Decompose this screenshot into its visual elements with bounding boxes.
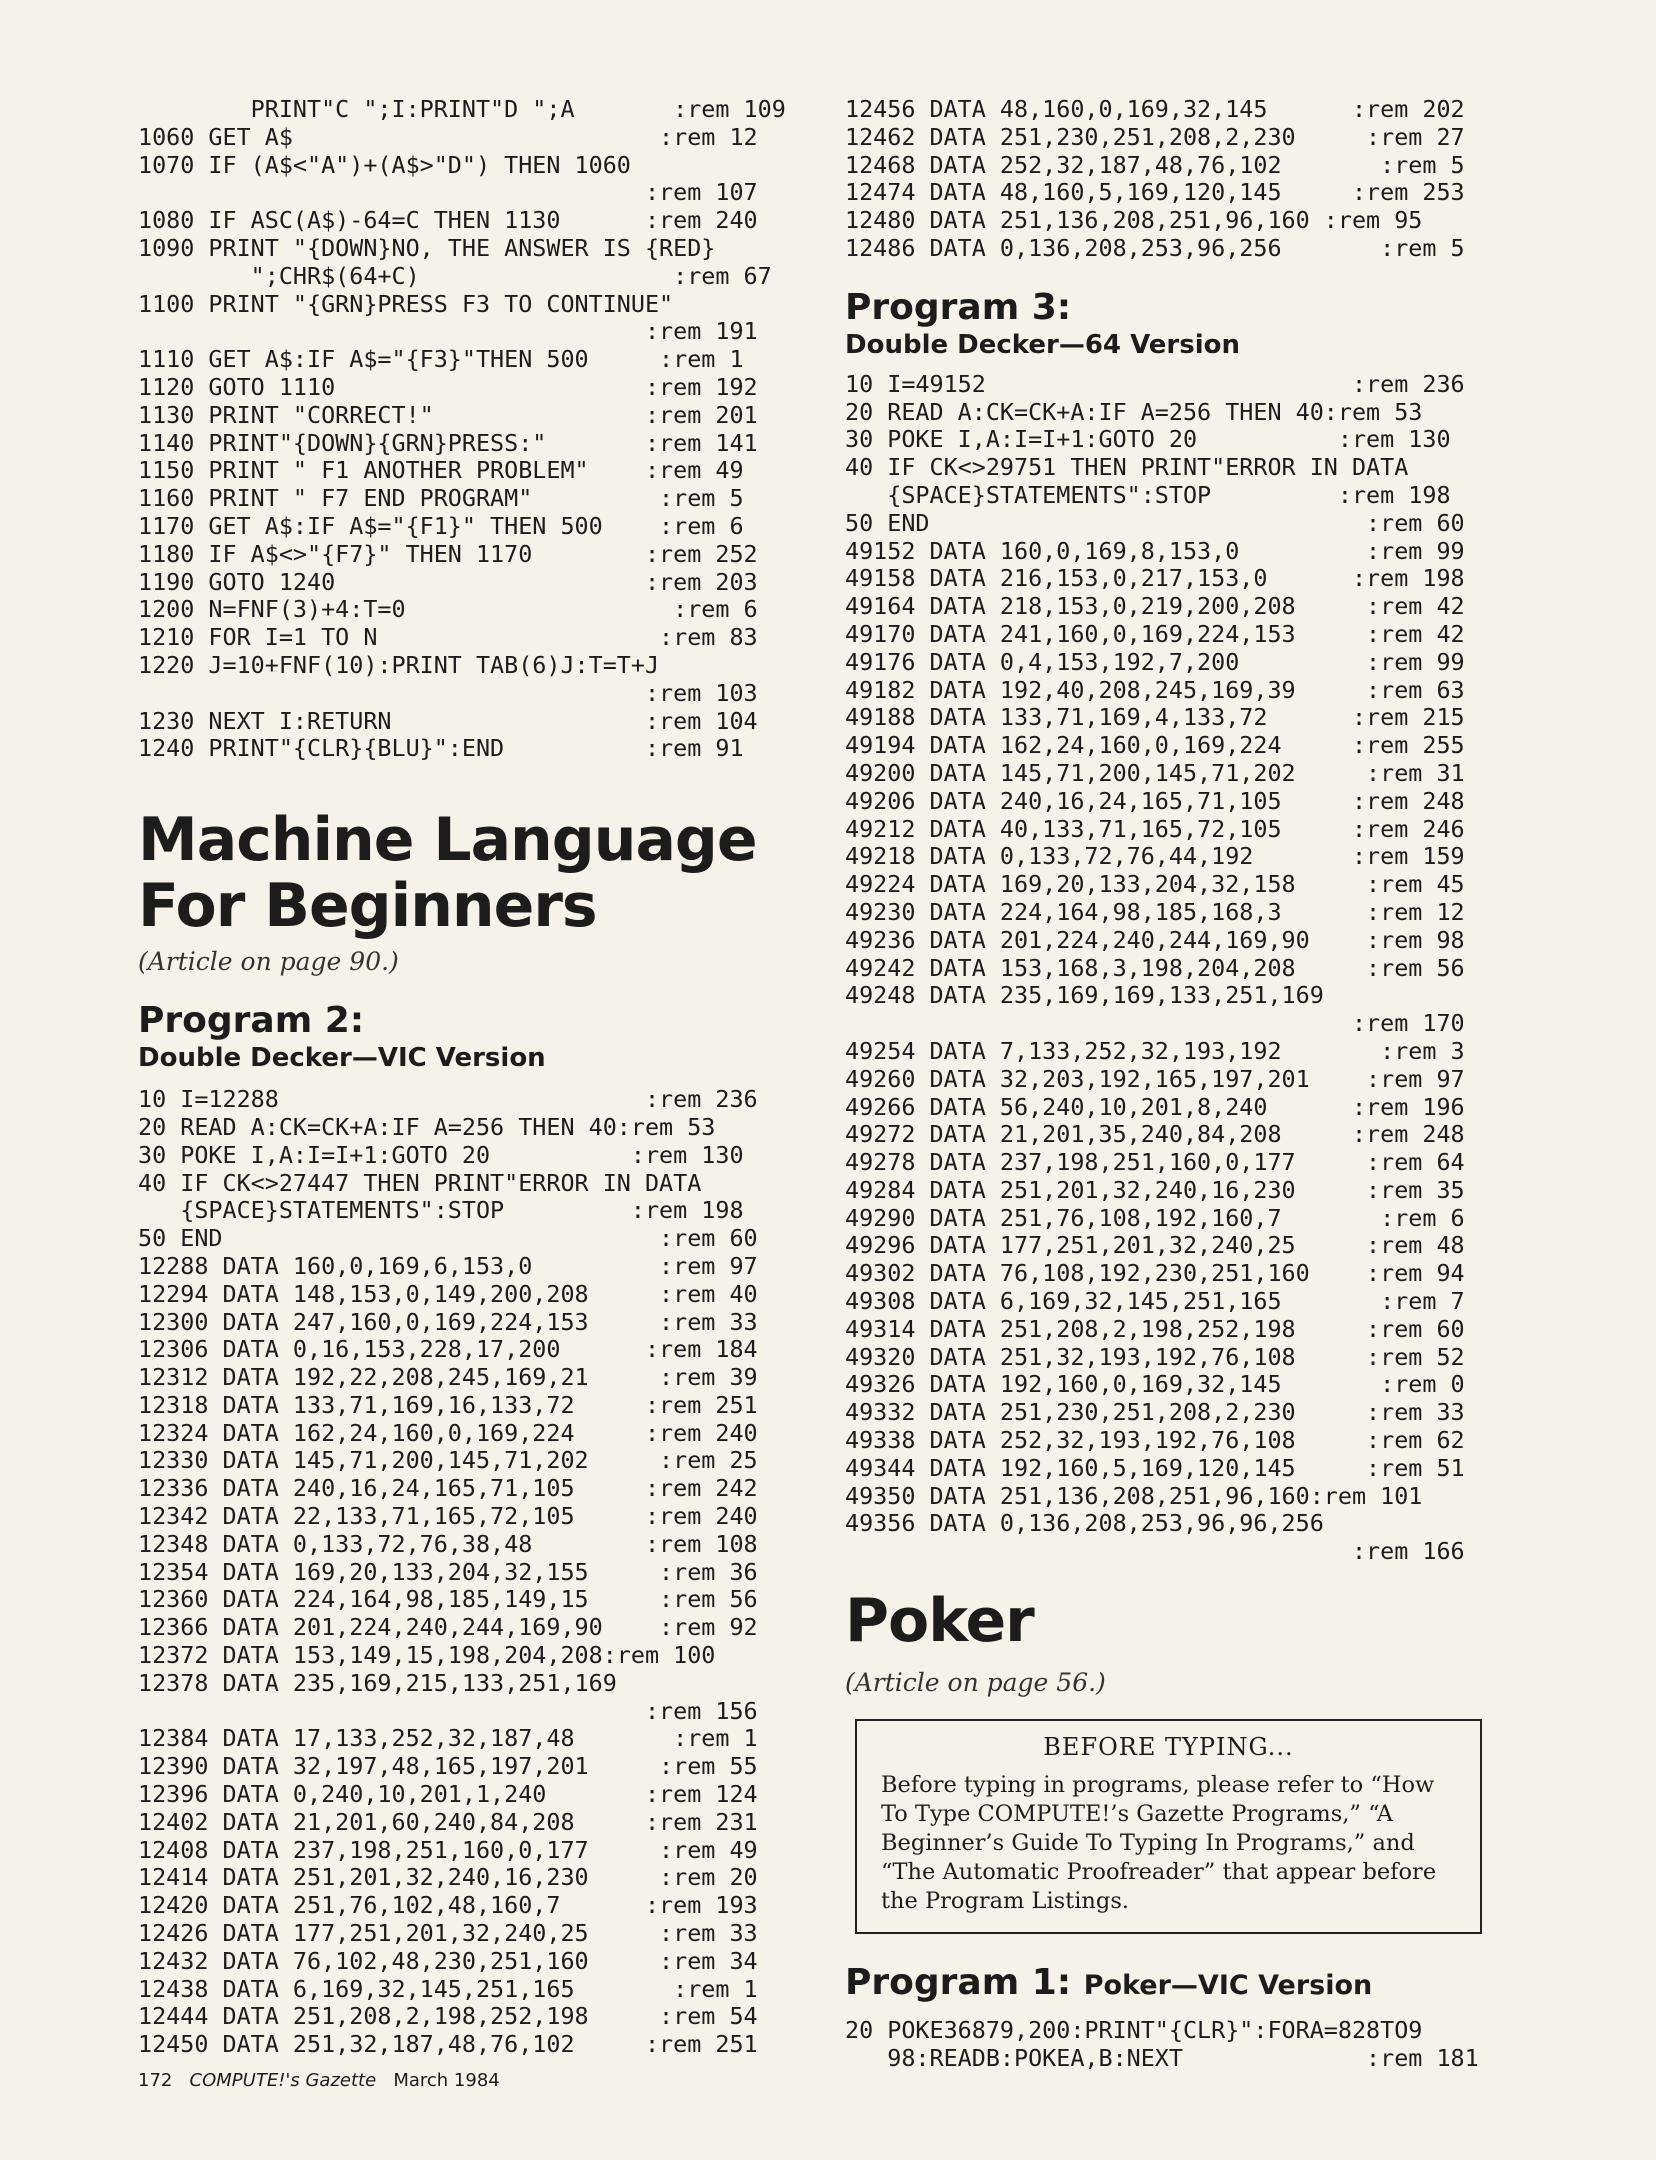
- article-title-line-1: Machine Language: [138, 805, 757, 876]
- code-line: :rem 166: [845, 1537, 1465, 1566]
- code-line: 1220 J=10+FNF(10):PRINT TAB(6)J:T=T+J: [138, 650, 660, 679]
- code-line: 1180 IF A$<>"{F7}" THEN 1170 :rem 252: [138, 539, 758, 568]
- page-footer: [138, 2070, 500, 2091]
- code-line: 12450 DATA 251,32,187,48,76,102 :rem 251: [138, 2030, 758, 2059]
- box-body: Before typing in programs, please refer to “How To Type COMPUTE!’s Gazette Programs,” “A Beginner’s Guide To Typing In Programs,” and “The Automatic Proofreader” that appear before the Program Listings.: [881, 1772, 1437, 1915]
- code-line: :rem 191: [138, 317, 758, 346]
- code-line: 12372 DATA 153,149,15,198,204,208:rem 100: [138, 1641, 716, 1670]
- code-line: 49254 DATA 7,133,252,32,193,192 :rem 3: [845, 1036, 1465, 1065]
- code-line: 49332 DATA 251,230,251,208,2,230 :rem 33: [845, 1398, 1465, 1427]
- code-line: 49194 DATA 162,24,160,0,169,224 :rem 255: [845, 731, 1465, 760]
- code-line: 49230 DATA 224,164,98,185,168,3 :rem 12: [845, 897, 1465, 926]
- code-listing-top-left: [138, 96, 818, 763]
- code-line: 49314 DATA 251,208,2,198,252,198 :rem 60: [845, 1314, 1465, 1343]
- code-line: 1160 PRINT " F7 END PROGRAM" :rem 5: [138, 484, 744, 513]
- article-title: [138, 805, 818, 942]
- code-listing-top-right: [845, 96, 1530, 263]
- code-line: :rem 103: [138, 678, 758, 707]
- code-line: 1200 N=FNF(3)+4:T=0 :rem 6: [138, 595, 758, 624]
- program-3-title: Program 3:: [845, 286, 1072, 328]
- code-line: 1120 GOTO 1110 :rem 192: [138, 372, 758, 401]
- code-line: 1210 FOR I=1 TO N :rem 83: [138, 623, 758, 652]
- code-line: 49320 DATA 251,32,193,192,76,108 :rem 52: [845, 1342, 1465, 1371]
- code-line: 49326 DATA 192,160,0,169,32,145 :rem 0: [845, 1370, 1465, 1399]
- code-line: 12324 DATA 162,24,160,0,169,224 :rem 240: [138, 1418, 758, 1447]
- code-line: 49248 DATA 235,169,169,133,251,169: [845, 981, 1324, 1010]
- page-number: 172: [138, 2070, 173, 2091]
- code-line: 49176 DATA 0,4,153,192,7,200 :rem 99: [845, 647, 1465, 676]
- code-line: 1060 GET A$ :rem 12: [138, 122, 758, 151]
- left-column: [138, 96, 818, 2059]
- code-line: 12288 DATA 160,0,169,6,153,0 :rem 97: [138, 1251, 758, 1280]
- code-line: 50 END :rem 60: [138, 1224, 758, 1253]
- code-listing-program-1: [845, 2017, 1530, 2073]
- code-line: :rem 156: [138, 1696, 758, 1725]
- code-line: 12318 DATA 133,71,169,16,133,72 :rem 251: [138, 1390, 758, 1419]
- code-line: 50 END :rem 60: [845, 508, 1465, 537]
- code-line: 49200 DATA 145,71,200,145,71,202 :rem 31: [845, 758, 1465, 787]
- code-line: 12474 DATA 48,160,5,169,120,145 :rem 253: [845, 178, 1465, 207]
- code-line: 20 POKE36879,200:PRINT"{CLR}":FORA=828TO9: [845, 2016, 1423, 2045]
- code-line: 49272 DATA 21,201,35,240,84,208 :rem 248: [845, 1120, 1465, 1149]
- code-line: 49338 DATA 252,32,193,192,76,108 :rem 62: [845, 1426, 1465, 1455]
- code-line: 49224 DATA 169,20,133,204,32,158 :rem 45: [845, 870, 1465, 899]
- code-line: 12378 DATA 235,169,215,133,251,169: [138, 1668, 617, 1697]
- right-column: [845, 96, 1530, 2073]
- code-line: 12402 DATA 21,201,60,240,84,208 :rem 231: [138, 1807, 758, 1836]
- code-line: 49170 DATA 241,160,0,169,224,153 :rem 42: [845, 619, 1465, 648]
- code-line: 1240 PRINT"{CLR}{BLU}":END :rem 91: [138, 734, 744, 763]
- code-line: 1100 PRINT "{GRN}PRESS F3 TO CONTINUE": [138, 289, 674, 318]
- code-line: 12342 DATA 22,133,71,165,72,105 :rem 240: [138, 1502, 758, 1531]
- code-line: {SPACE}STATEMENTS":STOP :rem 198: [845, 480, 1451, 509]
- program-2-title: Program 2:: [138, 1000, 365, 1042]
- code-line: 1130 PRINT "CORRECT!" :rem 201: [138, 400, 758, 429]
- code-line: 12486 DATA 0,136,208,253,96,256 :rem 5: [845, 233, 1465, 262]
- code-line: 40 IF CK<>29751 THEN PRINT"ERROR IN DATA: [845, 453, 1409, 482]
- code-line: PRINT"C ";I:PRINT"D ";A :rem 109: [138, 95, 786, 123]
- code-line: 12432 DATA 76,102,48,230,251,160 :rem 34: [138, 1946, 758, 1975]
- code-line: 10 I=49152 :rem 236: [845, 369, 1465, 398]
- box-title: BEFORE TYPING...: [1043, 1733, 1294, 1762]
- code-line: 12414 DATA 251,201,32,240,16,230 :rem 20: [138, 1863, 758, 1892]
- code-line: 49260 DATA 32,203,192,165,197,201 :rem 97: [845, 1064, 1465, 1093]
- code-line: 49212 DATA 40,133,71,165,72,105 :rem 246: [845, 814, 1465, 843]
- program-1-title: Program 1:: [845, 1962, 1072, 2004]
- code-line: {SPACE}STATEMENTS":STOP :rem 198: [138, 1196, 744, 1225]
- code-line: 10 I=12288 :rem 236: [138, 1085, 758, 1114]
- code-line: 12456 DATA 48,160,0,169,32,145 :rem 202: [845, 95, 1465, 123]
- code-line: 12306 DATA 0,16,153,228,17,200 :rem 184: [138, 1335, 758, 1364]
- poker-title: Poker: [845, 1586, 1034, 1657]
- code-line: 12348 DATA 0,133,72,76,38,48 :rem 108: [138, 1529, 758, 1558]
- program-2-subtitle: Double Decker—VIC Version: [138, 1043, 546, 1074]
- code-line: 49182 DATA 192,40,208,245,169,39 :rem 63: [845, 675, 1465, 704]
- code-line: 12426 DATA 177,251,201,32,240,25 :rem 33: [138, 1919, 758, 1948]
- code-line: 30 POKE I,A:I=I+1:GOTO 20 :rem 130: [845, 425, 1451, 454]
- article-title-line-2: For Beginners: [138, 871, 597, 942]
- poker-reference: (Article on page 56.): [845, 1668, 1106, 1698]
- code-line: 49206 DATA 240,16,24,165,71,105 :rem 248: [845, 786, 1465, 815]
- code-line: 49218 DATA 0,133,72,76,44,192 :rem 159: [845, 842, 1465, 871]
- code-line: 40 IF CK<>27447 THEN PRINT"ERROR IN DATA: [138, 1168, 702, 1197]
- code-line: 1080 IF ASC(A$)-64=C THEN 1130 :rem 240: [138, 206, 758, 235]
- code-line: :rem 107: [138, 178, 758, 207]
- code-line: 12336 DATA 240,16,24,165,71,105 :rem 242: [138, 1474, 758, 1503]
- code-line: 12444 DATA 251,208,2,198,252,198 :rem 54: [138, 2002, 758, 2031]
- code-line: 12390 DATA 32,197,48,165,197,201 :rem 55: [138, 1752, 758, 1781]
- code-line: 12480 DATA 251,136,208,251,96,160 :rem 95: [845, 206, 1423, 235]
- program-1-heading: [845, 1962, 1530, 2007]
- code-line: 1090 PRINT "{DOWN}NO, THE ANSWER IS {RED}: [138, 233, 716, 262]
- code-line: 12330 DATA 145,71,200,145,71,202 :rem 25: [138, 1446, 758, 1475]
- code-line: 49158 DATA 216,153,0,217,153,0 :rem 198: [845, 564, 1465, 593]
- code-line: 12408 DATA 237,198,251,160,0,177 :rem 49: [138, 1835, 758, 1864]
- code-line: 12354 DATA 169,20,133,204,32,155 :rem 36: [138, 1557, 758, 1586]
- code-line: 49236 DATA 201,224,240,244,169,90 :rem 98: [845, 925, 1465, 954]
- code-line: 1170 GET A$:IF A$="{F1}" THEN 500 :rem 6: [138, 511, 744, 540]
- code-line: 12294 DATA 148,153,0,149,200,208 :rem 40: [138, 1279, 758, 1308]
- code-line: 20 READ A:CK=CK+A:IF A=256 THEN 40:rem 53: [845, 397, 1423, 426]
- code-line: 12300 DATA 247,160,0,169,224,153 :rem 33: [138, 1307, 758, 1336]
- code-line: 98:READB:POKEA,B:NEXT :rem 181: [845, 2043, 1479, 2072]
- code-line: ";CHR$(64+C) :rem 67: [138, 261, 772, 290]
- code-line: 49266 DATA 56,240,10,201,8,240 :rem 196: [845, 1092, 1465, 1121]
- code-line: 49242 DATA 153,168,3,198,204,208 :rem 56: [845, 953, 1465, 982]
- code-line: 49290 DATA 251,76,108,192,160,7 :rem 6: [845, 1203, 1465, 1232]
- code-line: 1150 PRINT " F1 ANOTHER PROBLEM" :rem 49: [138, 456, 744, 485]
- code-line: 1110 GET A$:IF A$="{F3}"THEN 500 :rem 1: [138, 345, 744, 374]
- code-line: 12438 DATA 6,169,32,145,251,165 :rem 1: [138, 1974, 758, 2003]
- code-line: 12312 DATA 192,22,208,245,169,21 :rem 39: [138, 1363, 758, 1392]
- code-line: 12462 DATA 251,230,251,208,2,230 :rem 27: [845, 122, 1465, 151]
- code-line: 49152 DATA 160,0,169,8,153,0 :rem 99: [845, 536, 1465, 565]
- code-line: 49278 DATA 237,198,251,160,0,177 :rem 64: [845, 1148, 1465, 1177]
- before-typing-box: [855, 1719, 1482, 1934]
- code-line: 49350 DATA 251,136,208,251,96,160:rem 101: [845, 1481, 1423, 1510]
- code-listing-program-2: [138, 1086, 818, 2059]
- code-line: 49308 DATA 6,169,32,145,251,165 :rem 7: [845, 1287, 1465, 1316]
- code-line: 49188 DATA 133,71,169,4,133,72 :rem 215: [845, 703, 1465, 732]
- code-line: 49302 DATA 76,108,192,230,251,160 :rem 94: [845, 1259, 1465, 1288]
- code-line: 49344 DATA 192,160,5,169,120,145 :rem 51: [845, 1453, 1465, 1482]
- code-line: 12468 DATA 252,32,187,48,76,102 :rem 5: [845, 150, 1465, 179]
- code-line: 12420 DATA 251,76,102,48,160,7 :rem 193: [138, 1891, 758, 1920]
- code-line: 49296 DATA 177,251,201,32,240,25 :rem 48: [845, 1231, 1465, 1260]
- magazine-name: COMPUTE!'s Gazette: [189, 2070, 377, 2091]
- code-line: 30 POKE I,A:I=I+1:GOTO 20 :rem 130: [138, 1140, 744, 1169]
- code-line: 49164 DATA 218,153,0,219,200,208 :rem 42: [845, 592, 1465, 621]
- code-line: 12396 DATA 0,240,10,201,1,240 :rem 124: [138, 1780, 758, 1809]
- code-line: 1230 NEXT I:RETURN :rem 104: [138, 706, 758, 735]
- article-reference: (Article on page 90.): [138, 947, 399, 977]
- code-line: 49284 DATA 251,201,32,240,16,230 :rem 35: [845, 1175, 1465, 1204]
- issue-date: March 1984: [393, 2070, 500, 2091]
- code-line: 1190 GOTO 1240 :rem 203: [138, 567, 758, 596]
- code-line: 12366 DATA 201,224,240,244,169,90 :rem 92: [138, 1613, 758, 1642]
- program-1-subtitle: Poker—VIC Version: [1083, 1970, 1373, 2002]
- code-line: 1070 IF (A$<"A")+(A$>"D") THEN 1060: [138, 150, 631, 179]
- code-line: :rem 170: [845, 1009, 1465, 1038]
- code-listing-program-3: [845, 371, 1530, 1566]
- program-3-subtitle: Double Decker—64 Version: [845, 329, 1240, 360]
- code-line: 49356 DATA 0,136,208,253,96,96,256: [845, 1509, 1324, 1538]
- code-line: 12384 DATA 17,133,252,32,187,48 :rem 1: [138, 1724, 758, 1753]
- code-line: 12360 DATA 224,164,98,185,149,15 :rem 56: [138, 1585, 758, 1614]
- code-line: 1140 PRINT"{DOWN}{GRN}PRESS:" :rem 141: [138, 428, 758, 457]
- code-line: 20 READ A:CK=CK+A:IF A=256 THEN 40:rem 53: [138, 1112, 716, 1141]
